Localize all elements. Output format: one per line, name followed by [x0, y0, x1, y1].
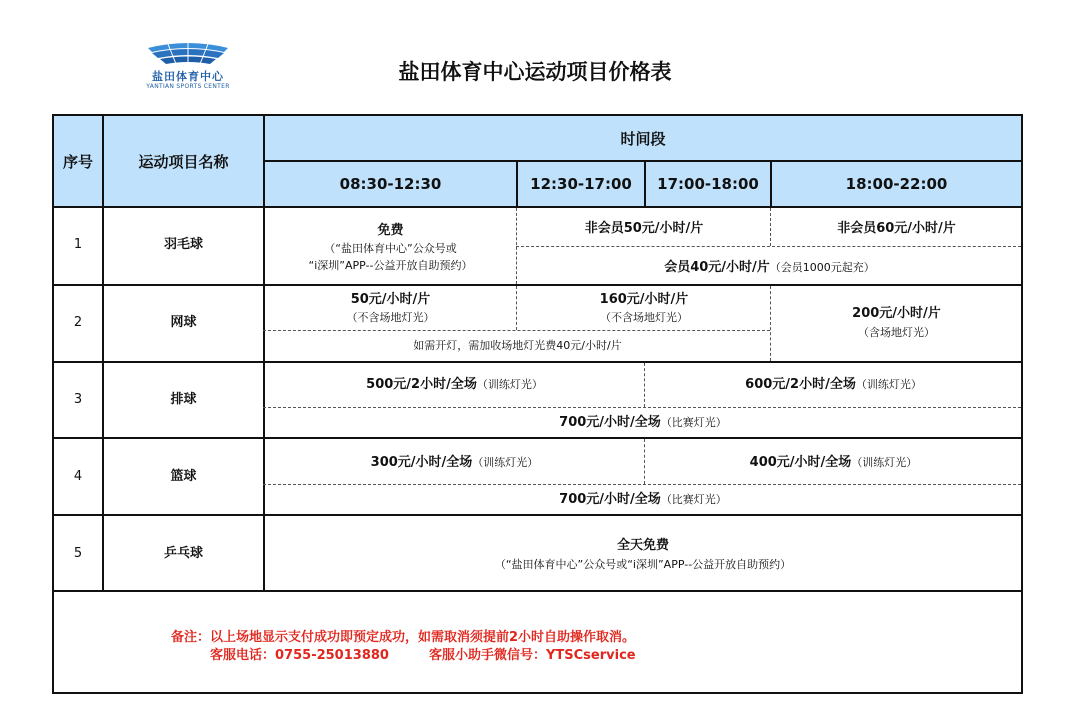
price: 500元/2小时/全场	[366, 377, 477, 392]
grid-line	[516, 160, 518, 208]
row-5-name: 乒乓球	[163, 546, 203, 561]
row-1-name: 羽毛球	[163, 237, 203, 252]
price: 300元/小时/全场	[370, 455, 473, 470]
row-4-name: 篮球	[170, 469, 197, 484]
row-2-price-3: 200元/小时/片	[852, 306, 941, 321]
row-2-price-1-note: （不含场地灯光）	[346, 311, 435, 324]
row-2-name: 网球	[170, 315, 197, 330]
row-1-nonmember-b: 非会员60元/小时/片	[837, 221, 956, 236]
row-2-price-2-note: （不含场地灯光）	[600, 311, 688, 324]
stadium-roof-icon	[146, 40, 230, 66]
grid-line	[54, 514, 1021, 516]
note-line-2	[210, 644, 636, 663]
logo-text-en: YANTIAN SPORTS CENTER	[146, 83, 230, 90]
header-no: 序号	[54, 116, 102, 206]
price-note: （比赛灯光）	[660, 493, 727, 506]
member-note: （会员1000元起充）	[769, 261, 875, 274]
row-2-price-1: 50元/小时/片	[350, 292, 431, 307]
dashed-divider	[516, 286, 517, 330]
price-note: （训练灯光）	[472, 456, 539, 469]
row-3-no: 3	[73, 392, 83, 407]
row-1-no: 1	[73, 237, 83, 252]
dashed-divider	[770, 208, 771, 246]
price-table	[52, 114, 1023, 694]
dashed-divider	[770, 286, 771, 361]
price-note: （比赛灯光）	[660, 416, 727, 429]
header-slot-2: 12:30-17:00	[518, 162, 644, 206]
header-slot-4: 18:00-22:00	[772, 162, 1021, 206]
header-period: 时间段	[265, 116, 1021, 160]
row-4-price-2	[646, 454, 1021, 471]
grid-line	[263, 160, 1021, 162]
price: 700元/小时/全场	[559, 492, 661, 507]
dashed-divider	[644, 363, 645, 407]
service-phone: 0755-25013880	[275, 648, 389, 663]
grid-line	[54, 590, 1021, 592]
grid-line	[54, 361, 1021, 363]
row-2-price-2: 160元/小时/片	[599, 292, 689, 307]
grid-line	[54, 284, 1021, 286]
grid-line	[770, 160, 772, 208]
row-5-no: 5	[73, 546, 83, 561]
grid-line	[102, 116, 104, 592]
grid-line	[54, 206, 1021, 208]
row-4-price-1	[265, 454, 644, 471]
row-1-member	[518, 259, 1021, 276]
row-2-no: 2	[73, 315, 83, 330]
logo	[142, 40, 234, 96]
dashed-divider	[263, 330, 770, 331]
member-price: 会员40元/小时/片	[664, 260, 770, 275]
price-note: （训练灯光）	[476, 378, 543, 391]
dashed-divider	[516, 246, 1021, 247]
note-line-1: 备注：以上场地显示支付成功即预定成功，如需取消须提前2小时自助操作取消。	[171, 630, 636, 645]
row-2-price-3-note: （含场地灯光）	[858, 326, 935, 339]
wechat-id: YTSCservice	[545, 648, 636, 663]
page-title: 盐田体育中心运动项目价格表	[398, 60, 672, 84]
price: 700元/小时/全场	[559, 415, 661, 430]
row-3-price-1	[265, 376, 644, 393]
header-slot-1: 08:30-12:30	[265, 162, 516, 206]
price-note: （训练灯光）	[851, 456, 918, 469]
price-note: （训练灯光）	[855, 378, 922, 391]
row-1-free-line1: （“盐田体育中心”公众号或	[324, 242, 457, 255]
dashed-divider	[263, 484, 1021, 485]
price: 600元/2小时/全场	[745, 377, 856, 392]
row-5-free-title: 全天免费	[616, 538, 669, 553]
row-1-free-line2: “i深圳”APP--公益开放自助预约）	[308, 259, 473, 272]
row-1-nonmember-a: 非会员50元/小时/片	[584, 221, 704, 236]
dashed-divider	[644, 439, 645, 484]
row-5-free-note: （“盐田体育中心”公众号或“i深圳”APP--公益开放自助预约）	[494, 558, 792, 571]
price: 400元/小时/全场	[749, 455, 852, 470]
service-label: 客服电话：	[210, 648, 276, 663]
row-3-name: 排球	[170, 392, 197, 407]
grid-line	[54, 437, 1021, 439]
dashed-divider	[263, 407, 1021, 408]
header-slot-3: 17:00-18:00	[646, 162, 770, 206]
header-name: 运动项目名称	[104, 116, 263, 206]
row-3-price-3	[265, 414, 1021, 431]
row-4-no: 4	[73, 469, 83, 484]
grid-line	[263, 116, 265, 592]
row-3-price-2	[646, 376, 1021, 393]
logo-text-cn: 盐田体育中心	[152, 70, 224, 83]
row-1-free-title: 免费	[377, 223, 404, 238]
row-2-light-fee: 如需开灯，需加收场地灯光费40元/小时/片	[413, 339, 622, 352]
grid-line	[644, 160, 646, 208]
wechat-label: 客服小助手微信号：	[428, 648, 546, 663]
row-4-price-3	[265, 491, 1021, 508]
